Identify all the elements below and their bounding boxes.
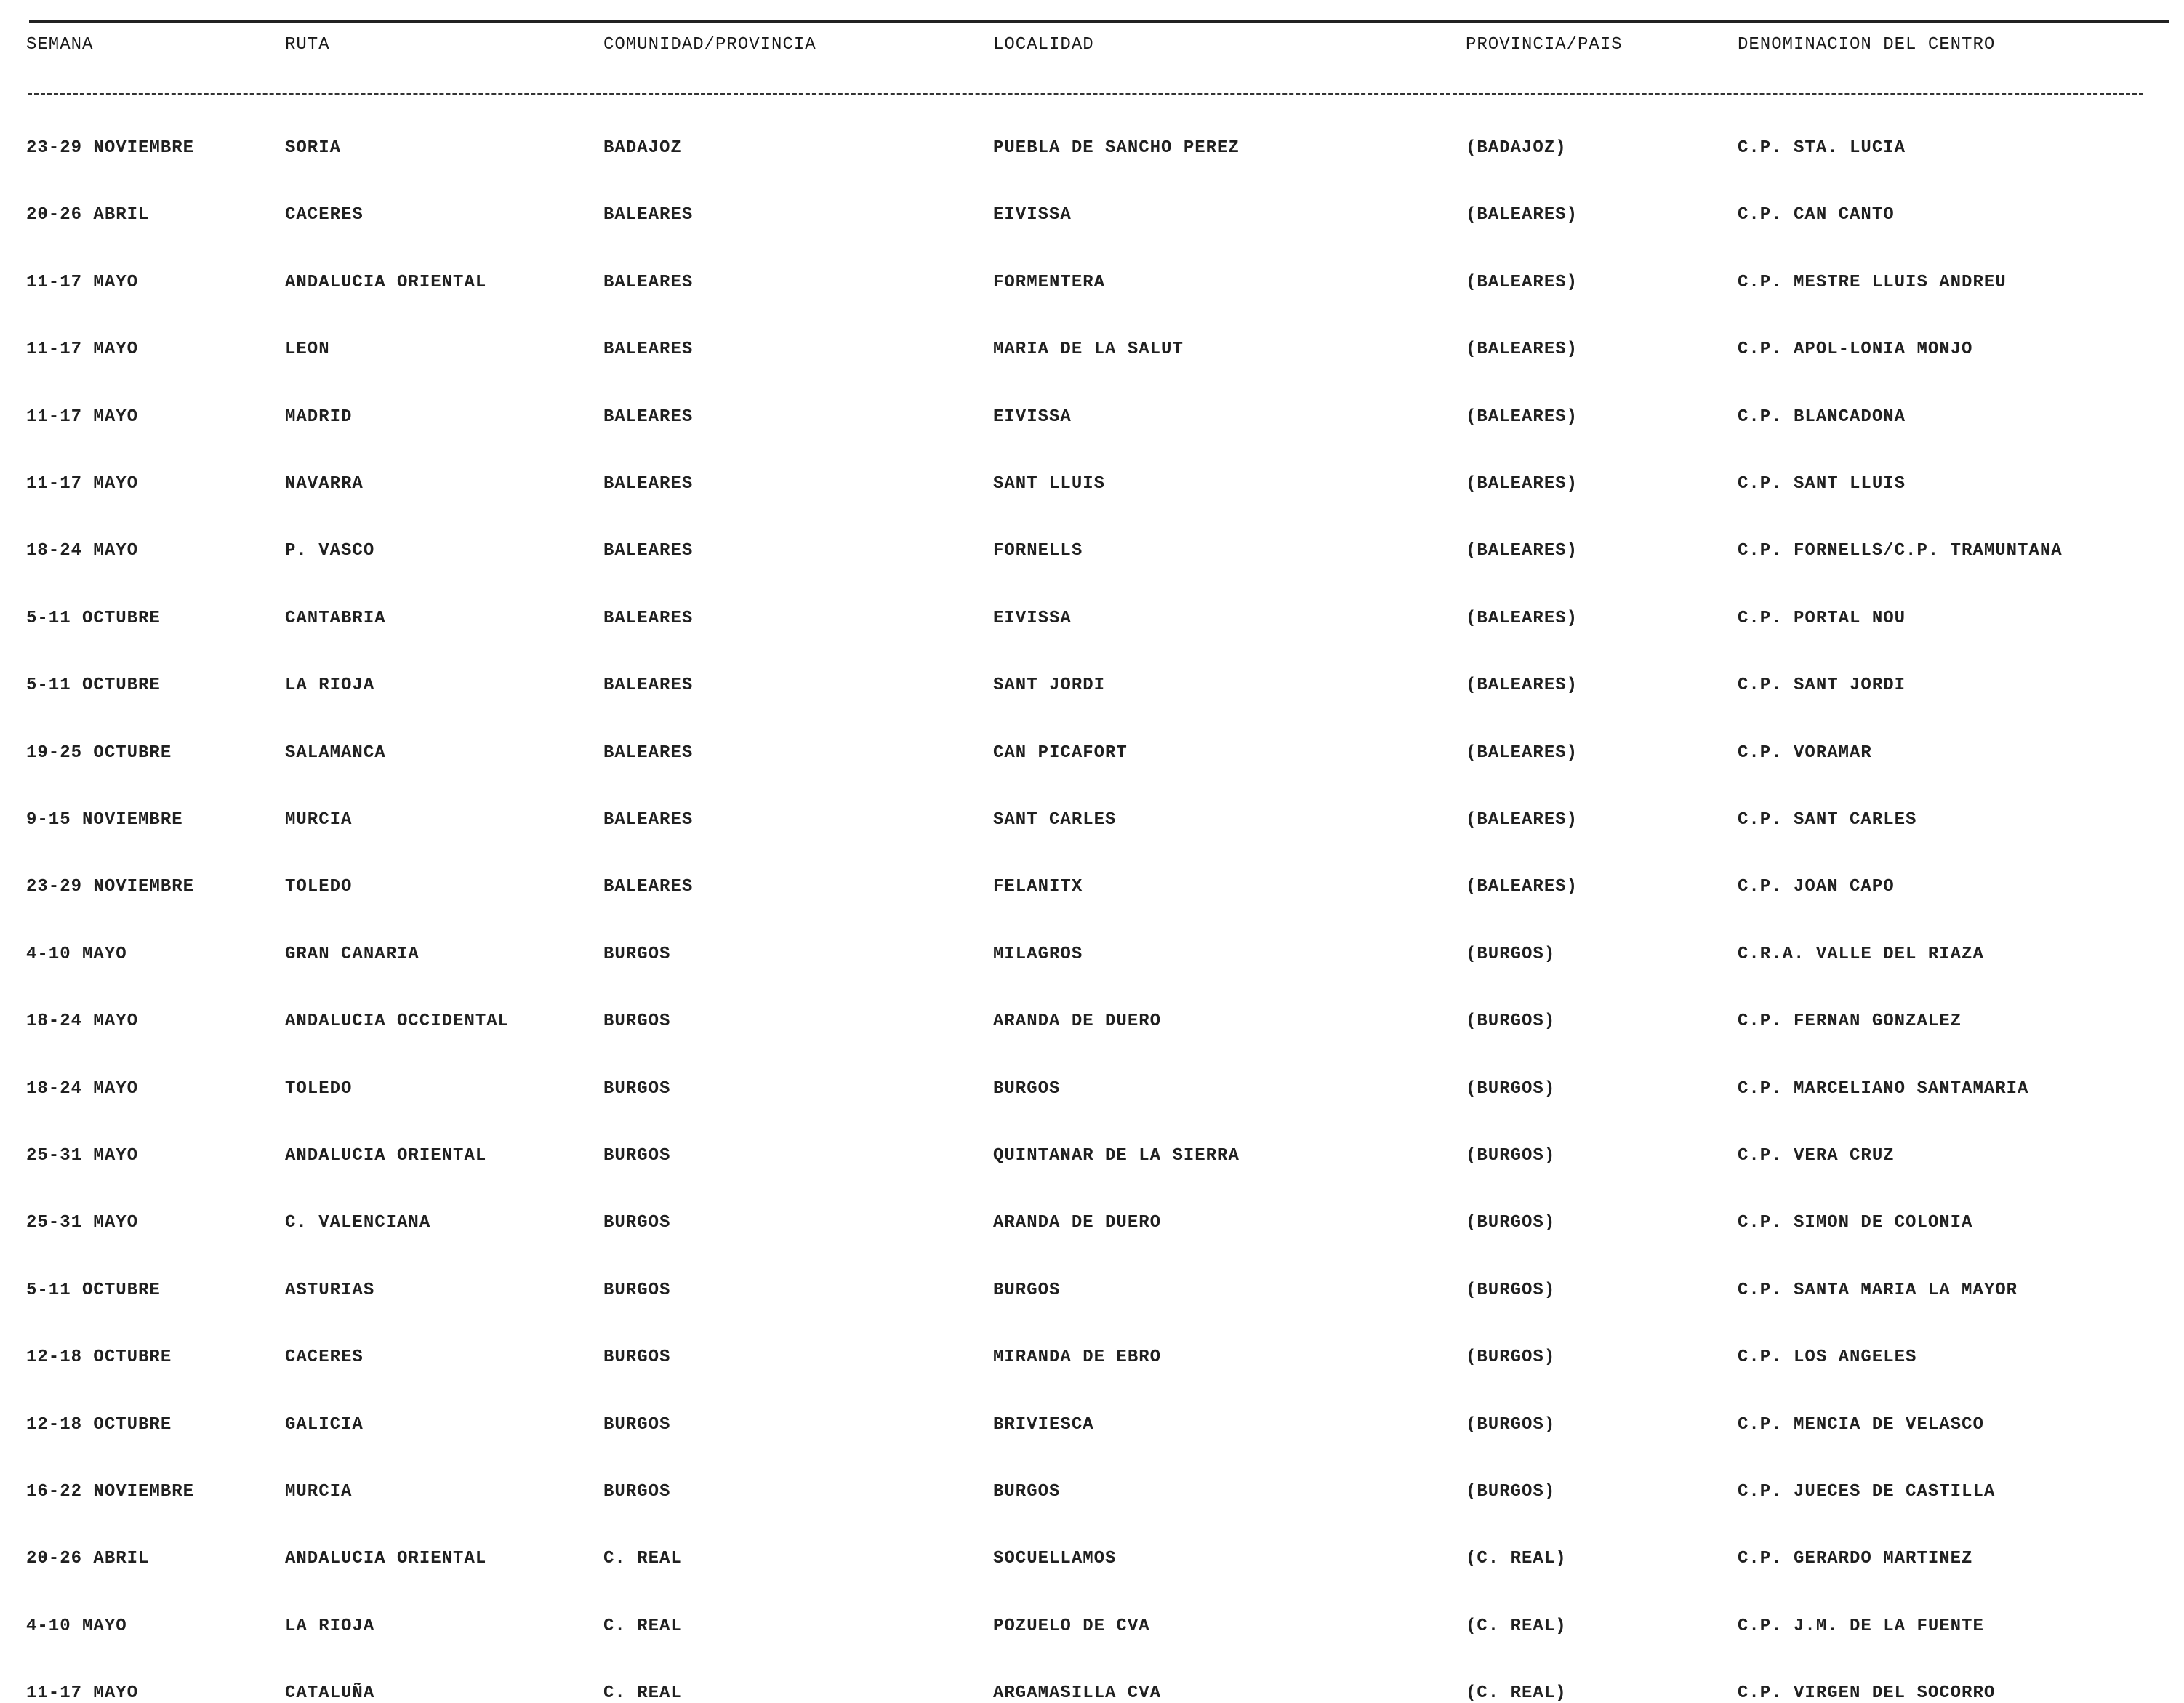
cell-centro: C.P. JUECES DE CASTILLA bbox=[1738, 1482, 1996, 1502]
cell-semana: 11-17 MAYO bbox=[26, 340, 139, 359]
dashed-separator bbox=[28, 93, 2143, 95]
cell-ruta: SORIA bbox=[285, 138, 342, 158]
cell-comunidad: C. REAL bbox=[603, 1616, 682, 1636]
cell-comunidad: C. REAL bbox=[603, 1549, 682, 1568]
cell-semana: 11-17 MAYO bbox=[26, 273, 139, 292]
cell-ruta: P. VASCO bbox=[285, 541, 375, 561]
cell-provincia: (C. REAL) bbox=[1466, 1616, 1567, 1636]
cell-centro: C.P. SANT LLUIS bbox=[1738, 474, 1906, 494]
header-semana: SEMANA bbox=[26, 35, 94, 55]
cell-provincia: (BALEARES) bbox=[1466, 877, 1578, 897]
cell-localidad: FELANITX bbox=[993, 877, 1083, 897]
cell-semana: 5-11 OCTUBRE bbox=[26, 676, 161, 695]
cell-centro: C.P. MARCELIANO SANTAMARIA bbox=[1738, 1079, 2029, 1099]
cell-ruta: LA RIOJA bbox=[285, 1616, 375, 1636]
cell-centro: C.P. VERA CRUZ bbox=[1738, 1146, 1895, 1166]
cell-localidad: MARIA DE LA SALUT bbox=[993, 340, 1184, 359]
cell-centro: C.P. CAN CANTO bbox=[1738, 205, 1895, 225]
cell-semana: 25-31 MAYO bbox=[26, 1213, 139, 1233]
cell-semana: 4-10 MAYO bbox=[26, 945, 127, 964]
cell-centro: C.P. APOL-LONIA MONJO bbox=[1738, 340, 1973, 359]
cell-ruta: ANDALUCIA ORIENTAL bbox=[285, 273, 487, 292]
cell-ruta: C. VALENCIANA bbox=[285, 1213, 431, 1233]
cell-ruta: MURCIA bbox=[285, 810, 353, 830]
cell-localidad: EIVISSA bbox=[993, 609, 1072, 628]
cell-semana: 11-17 MAYO bbox=[26, 1683, 139, 1703]
cell-localidad: SANT LLUIS bbox=[993, 474, 1106, 494]
cell-comunidad: BURGOS bbox=[603, 1213, 671, 1233]
cell-semana: 4-10 MAYO bbox=[26, 1616, 127, 1636]
cell-provincia: (BURGOS) bbox=[1466, 1146, 1556, 1166]
cell-provincia: (BALEARES) bbox=[1466, 273, 1578, 292]
cell-semana: 20-26 ABRIL bbox=[26, 1549, 150, 1568]
cell-provincia: (BURGOS) bbox=[1466, 1482, 1556, 1502]
cell-provincia: (BURGOS) bbox=[1466, 1347, 1556, 1367]
cell-semana: 5-11 OCTUBRE bbox=[26, 609, 161, 628]
cell-ruta: SALAMANCA bbox=[285, 743, 386, 763]
cell-comunidad: C. REAL bbox=[603, 1683, 682, 1703]
cell-provincia: (BURGOS) bbox=[1466, 1079, 1556, 1099]
cell-comunidad: BURGOS bbox=[603, 1347, 671, 1367]
cell-comunidad: BALEARES bbox=[603, 609, 694, 628]
cell-comunidad: BURGOS bbox=[603, 1011, 671, 1031]
cell-localidad: CAN PICAFORT bbox=[993, 743, 1128, 763]
cell-provincia: (BADAJOZ) bbox=[1466, 138, 1567, 158]
cell-localidad: SANT CARLES bbox=[993, 810, 1117, 830]
cell-localidad: POZUELO DE CVA bbox=[993, 1616, 1150, 1636]
cell-provincia: (BURGOS) bbox=[1466, 1415, 1556, 1435]
cell-comunidad: BALEARES bbox=[603, 205, 694, 225]
cell-semana: 12-18 OCTUBRE bbox=[26, 1347, 172, 1367]
cell-comunidad: BALEARES bbox=[603, 273, 694, 292]
cell-provincia: (C. REAL) bbox=[1466, 1683, 1567, 1703]
cell-comunidad: BURGOS bbox=[603, 1281, 671, 1300]
cell-centro: C.P. MENCIA DE VELASCO bbox=[1738, 1415, 1984, 1435]
cell-comunidad: BALEARES bbox=[603, 743, 694, 763]
cell-localidad: QUINTANAR DE LA SIERRA bbox=[993, 1146, 1240, 1166]
cell-semana: 11-17 MAYO bbox=[26, 474, 139, 494]
cell-ruta: TOLEDO bbox=[285, 1079, 353, 1099]
cell-provincia: (BALEARES) bbox=[1466, 205, 1578, 225]
cell-centro: C.P. SANT JORDI bbox=[1738, 676, 1906, 695]
cell-ruta: CACERES bbox=[285, 1347, 364, 1367]
cell-centro: C.R.A. VALLE DEL RIAZA bbox=[1738, 945, 1984, 964]
cell-centro: C.P. STA. LUCIA bbox=[1738, 138, 1906, 158]
cell-ruta: ANDALUCIA ORIENTAL bbox=[285, 1146, 487, 1166]
cell-localidad: FORMENTERA bbox=[993, 273, 1106, 292]
cell-semana: 12-18 OCTUBRE bbox=[26, 1415, 172, 1435]
cell-comunidad: BURGOS bbox=[603, 1146, 671, 1166]
cell-comunidad: BURGOS bbox=[603, 945, 671, 964]
cell-localidad: BURGOS bbox=[993, 1079, 1061, 1099]
cell-semana: 18-24 MAYO bbox=[26, 1011, 139, 1031]
cell-semana: 25-31 MAYO bbox=[26, 1146, 139, 1166]
cell-ruta: ANDALUCIA OCCIDENTAL bbox=[285, 1011, 510, 1031]
cell-ruta: GRAN CANARIA bbox=[285, 945, 419, 964]
cell-centro: C.P. SIMON DE COLONIA bbox=[1738, 1213, 1973, 1233]
cell-localidad: ARGAMASILLA CVA bbox=[993, 1683, 1162, 1703]
cell-centro: C.P. LOS ANGELES bbox=[1738, 1347, 1917, 1367]
cell-provincia: (BALEARES) bbox=[1466, 474, 1578, 494]
cell-centro: C.P. FORNELLS/C.P. TRAMUNTANA bbox=[1738, 541, 2063, 561]
cell-ruta: CATALUÑA bbox=[285, 1683, 375, 1703]
cell-localidad: MIRANDA DE EBRO bbox=[993, 1347, 1162, 1367]
cell-semana: 18-24 MAYO bbox=[26, 1079, 139, 1099]
cell-ruta: MURCIA bbox=[285, 1482, 353, 1502]
cell-semana: 11-17 MAYO bbox=[26, 407, 139, 427]
cell-centro: C.P. SANTA MARIA LA MAYOR bbox=[1738, 1281, 2018, 1300]
cell-provincia: (BALEARES) bbox=[1466, 743, 1578, 763]
cell-ruta: CANTABRIA bbox=[285, 609, 386, 628]
cell-provincia: (BALEARES) bbox=[1466, 407, 1578, 427]
cell-comunidad: BADAJOZ bbox=[603, 138, 682, 158]
cell-comunidad: BALEARES bbox=[603, 340, 694, 359]
cell-comunidad: BURGOS bbox=[603, 1415, 671, 1435]
cell-semana: 23-29 NOVIEMBRE bbox=[26, 138, 195, 158]
cell-ruta: LEON bbox=[285, 340, 330, 359]
cell-semana: 16-22 NOVIEMBRE bbox=[26, 1482, 195, 1502]
cell-centro: C.P. FERNAN GONZALEZ bbox=[1738, 1011, 1962, 1031]
cell-localidad: SOCUELLAMOS bbox=[993, 1549, 1117, 1568]
cell-semana: 19-25 OCTUBRE bbox=[26, 743, 172, 763]
cell-centro: C.P. BLANCADONA bbox=[1738, 407, 1906, 427]
cell-provincia: (BALEARES) bbox=[1466, 676, 1578, 695]
cell-provincia: (BURGOS) bbox=[1466, 1011, 1556, 1031]
cell-localidad: BURGOS bbox=[993, 1482, 1061, 1502]
cell-comunidad: BALEARES bbox=[603, 676, 694, 695]
cell-localidad: SANT JORDI bbox=[993, 676, 1106, 695]
cell-semana: 23-29 NOVIEMBRE bbox=[26, 877, 195, 897]
cell-provincia: (BALEARES) bbox=[1466, 340, 1578, 359]
cell-localidad: BRIVIESCA bbox=[993, 1415, 1094, 1435]
cell-comunidad: BURGOS bbox=[603, 1482, 671, 1502]
cell-centro: C.P. PORTAL NOU bbox=[1738, 609, 1906, 628]
cell-localidad: FORNELLS bbox=[993, 541, 1083, 561]
header-localidad: LOCALIDAD bbox=[993, 35, 1094, 55]
cell-semana: 9-15 NOVIEMBRE bbox=[26, 810, 183, 830]
cell-provincia: (BALEARES) bbox=[1466, 810, 1578, 830]
cell-centro: C.P. J.M. DE LA FUENTE bbox=[1738, 1616, 1984, 1636]
cell-ruta: ASTURIAS bbox=[285, 1281, 375, 1300]
cell-ruta: TOLEDO bbox=[285, 877, 353, 897]
top-rule bbox=[29, 20, 2169, 23]
cell-provincia: (BALEARES) bbox=[1466, 541, 1578, 561]
cell-localidad: ARANDA DE DUERO bbox=[993, 1213, 1162, 1233]
cell-localidad: PUEBLA DE SANCHO PEREZ bbox=[993, 138, 1240, 158]
cell-provincia: (C. REAL) bbox=[1466, 1549, 1567, 1568]
cell-ruta: LA RIOJA bbox=[285, 676, 375, 695]
header-ruta: RUTA bbox=[285, 35, 330, 55]
cell-centro: C.P. VIRGEN DEL SOCORRO bbox=[1738, 1683, 1996, 1703]
cell-comunidad: BALEARES bbox=[603, 877, 694, 897]
cell-centro: C.P. GERARDO MARTINEZ bbox=[1738, 1549, 1973, 1568]
cell-ruta: NAVARRA bbox=[285, 474, 364, 494]
cell-localidad: MILAGROS bbox=[993, 945, 1083, 964]
cell-ruta: ANDALUCIA ORIENTAL bbox=[285, 1549, 487, 1568]
cell-provincia: (BALEARES) bbox=[1466, 609, 1578, 628]
cell-ruta: GALICIA bbox=[285, 1415, 364, 1435]
cell-comunidad: BALEARES bbox=[603, 474, 694, 494]
cell-centro: C.P. MESTRE LLUIS ANDREU bbox=[1738, 273, 2007, 292]
cell-provincia: (BURGOS) bbox=[1466, 1213, 1556, 1233]
cell-provincia: (BURGOS) bbox=[1466, 1281, 1556, 1300]
cell-localidad: EIVISSA bbox=[993, 205, 1072, 225]
cell-ruta: MADRID bbox=[285, 407, 353, 427]
cell-semana: 18-24 MAYO bbox=[26, 541, 139, 561]
cell-centro: C.P. VORAMAR bbox=[1738, 743, 1872, 763]
cell-semana: 20-26 ABRIL bbox=[26, 205, 150, 225]
cell-localidad: ARANDA DE DUERO bbox=[993, 1011, 1162, 1031]
cell-localidad: BURGOS bbox=[993, 1281, 1061, 1300]
cell-comunidad: BALEARES bbox=[603, 541, 694, 561]
header-provincia-pais: PROVINCIA/PAIS bbox=[1466, 35, 1623, 55]
header-comunidad-provincia: COMUNIDAD/PROVINCIA bbox=[603, 35, 816, 55]
cell-comunidad: BURGOS bbox=[603, 1079, 671, 1099]
header-denominacion-centro: DENOMINACION DEL CENTRO bbox=[1738, 35, 1996, 55]
cell-semana: 5-11 OCTUBRE bbox=[26, 1281, 161, 1300]
cell-centro: C.P. JOAN CAPO bbox=[1738, 877, 1895, 897]
cell-centro: C.P. SANT CARLES bbox=[1738, 810, 1917, 830]
cell-comunidad: BALEARES bbox=[603, 407, 694, 427]
cell-ruta: CACERES bbox=[285, 205, 364, 225]
cell-provincia: (BURGOS) bbox=[1466, 945, 1556, 964]
cell-comunidad: BALEARES bbox=[603, 810, 694, 830]
cell-localidad: EIVISSA bbox=[993, 407, 1072, 427]
